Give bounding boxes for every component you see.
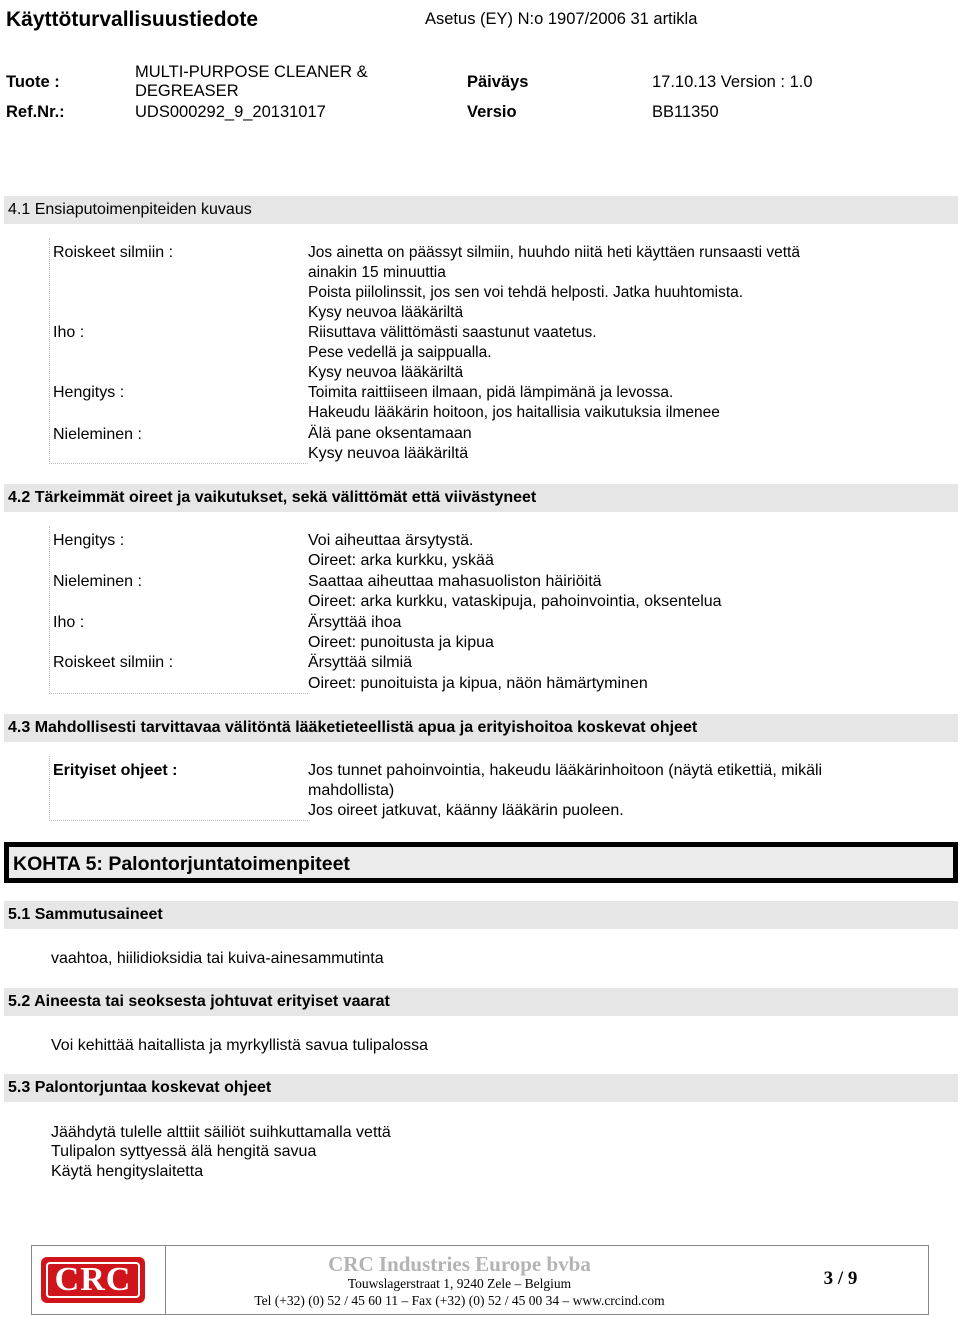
section-4-1-title: 4.1 Ensiaputoimenpiteiden kuvaus <box>8 201 252 218</box>
footer-logo-cell <box>32 1246 166 1314</box>
label-inhalation: Hengitys : <box>53 384 125 401</box>
section-4-3-title: 4.3 Mahdollisesti tarvittavaa välitöntä lääketieteellistä apua ja erityishoitoa koskevat ohjeet <box>8 719 698 736</box>
symptom-line: Voi aiheuttaa ärsytystä. <box>308 532 474 549</box>
ref-number-label: Ref.Nr.: <box>6 103 65 121</box>
section-5-2-heading <box>4 988 958 1016</box>
label-special-instructions: Erityiset ohjeet : <box>53 762 178 779</box>
first-aid-line: Toimita raittiiseen ilmaan, pidä lämpimänä ja levossa. <box>308 384 674 401</box>
special-hazards-text: Voi kehittää haitallista ja myrkyllistä savua tulipalossa <box>51 1037 429 1054</box>
section-5-3-heading <box>4 1074 958 1102</box>
footer-page-cell <box>753 1246 928 1314</box>
section-4-3-heading <box>4 714 958 742</box>
firefighting-advice-line: Käytä hengityslaitetta <box>51 1163 204 1180</box>
version-label: Versio <box>467 103 517 121</box>
date-value: 17.10.13 Version : 1.0 <box>652 73 813 91</box>
instruction-line: Jos tunnet pahoinvointia, hakeudu lääkärinhoitoon (näytä etikettiä, mikäli <box>308 762 823 779</box>
label-inhalation: Hengitys : <box>53 532 125 549</box>
version-value: BB11350 <box>652 103 719 121</box>
instruction-line: Jos oireet jatkuvat, käänny lääkärin puoleen. <box>308 802 624 819</box>
ref-number-value: UDS000292_9_20131017 <box>135 103 326 121</box>
label-ingestion: Nieleminen : <box>53 573 142 590</box>
footer-contact: Tel (+32) (0) 52 / 45 60 11 – Fax (+32) (0) 52 / 45 00 34 – www.crcind.com <box>254 1293 665 1308</box>
section-5-1-title: 5.1 Sammutusaineet <box>8 906 163 923</box>
section-5-title: KOHTA 5: Palontorjuntatoimenpiteet <box>13 853 350 875</box>
first-aid-line: Riisuttava välittömästi saastunut vaatetus. <box>308 324 597 341</box>
section-5-3-title: 5.3 Palontorjuntaa koskevat ohjeet <box>8 1079 272 1096</box>
instruction-line: mahdollista) <box>308 782 395 799</box>
first-aid-line: Jos ainetta on päässyt silmiin, huuhdo niitä heti käyttäen runsaasti vettä <box>308 244 800 261</box>
first-aid-line: Älä pane oksentamaan <box>308 425 472 442</box>
section-4-2-heading <box>4 484 958 512</box>
firefighting-advice-line: Tulipalon syttyessä älä hengitä savua <box>51 1143 317 1160</box>
symptom-line: Oireet: punoituista ja kipua, näön hämärtyminen <box>308 675 648 692</box>
regulation-reference: Asetus (EY) N:o 1907/2006 31 artikla <box>425 10 698 28</box>
label-skin: Iho : <box>53 324 85 341</box>
first-aid-line: Kysy neuvoa lääkäriltä <box>308 304 464 321</box>
crc-logo: CRC <box>41 1257 145 1303</box>
footer-address: Touwslagerstraat 1, 9240 Zele – Belgium <box>347 1276 572 1291</box>
symptom-line: Oireet: arka kurkku, vataskipuja, pahoinvointia, oksentelua <box>308 593 722 610</box>
extinguishing-media-text: vaahtoa, hiilidioksidia tai kuiva-ainesammutinta <box>51 950 384 967</box>
document-title: Käyttöturvallisuustiedote <box>6 8 259 31</box>
label-eyes: Roiskeet silmiin : <box>53 654 174 671</box>
symptom-line: Ärsyttää ihoa <box>308 614 402 631</box>
section-4-1-heading <box>4 196 958 224</box>
first-aid-line: Pese vedellä ja saippualla. <box>308 344 492 361</box>
symptom-line: Oireet: punoitusta ja kipua <box>308 634 494 651</box>
firefighting-advice-line: Jäähdytä tulelle alttiit säiliöt suihkuttamalla vettä <box>51 1124 391 1141</box>
first-aid-line: Kysy neuvoa lääkäriltä <box>308 445 469 462</box>
footer-company-name: CRC Industries Europe bvba <box>328 1252 591 1276</box>
first-aid-line: Kysy neuvoa lääkäriltä <box>308 364 464 381</box>
page-number: 3 / 9 <box>823 1268 858 1289</box>
first-aid-line: ainakin 15 minuuttia <box>308 264 446 281</box>
symptom-line: Saattaa aiheuttaa mahasuoliston häiriöitä <box>308 573 602 590</box>
label-ingestion: Nieleminen : <box>53 426 142 443</box>
date-label: Päiväys <box>467 73 529 91</box>
first-aid-line: Poista piilolinssit, jos sen voi tehdä helposti. Jatka huuhtomista. <box>308 284 744 301</box>
page-footer <box>31 1245 929 1315</box>
first-aid-line: Hakeudu lääkärin hoitoon, jos haitallisia vaikutuksia ilmenee <box>308 404 720 421</box>
product-label: Tuote : <box>6 73 60 91</box>
product-name: MULTI-PURPOSE CLEANER & DEGREASER <box>135 63 368 100</box>
label-skin: Iho : <box>53 614 85 631</box>
symptom-line: Oireet: arka kurkku, yskää <box>308 552 494 569</box>
section-5-heading-box <box>4 842 958 883</box>
section-4-2-title: 4.2 Tärkeimmät oireet ja vaikutukset, sekä välittömät että viivästyneet <box>8 489 537 506</box>
section-5-2-title: 5.2 Aineesta tai seoksesta johtuvat erityiset vaarat <box>8 993 390 1010</box>
section-5-1-heading <box>4 901 958 929</box>
label-eyes: Roiskeet silmiin : <box>53 244 174 261</box>
symptom-line: Ärsyttää silmiä <box>308 654 413 671</box>
